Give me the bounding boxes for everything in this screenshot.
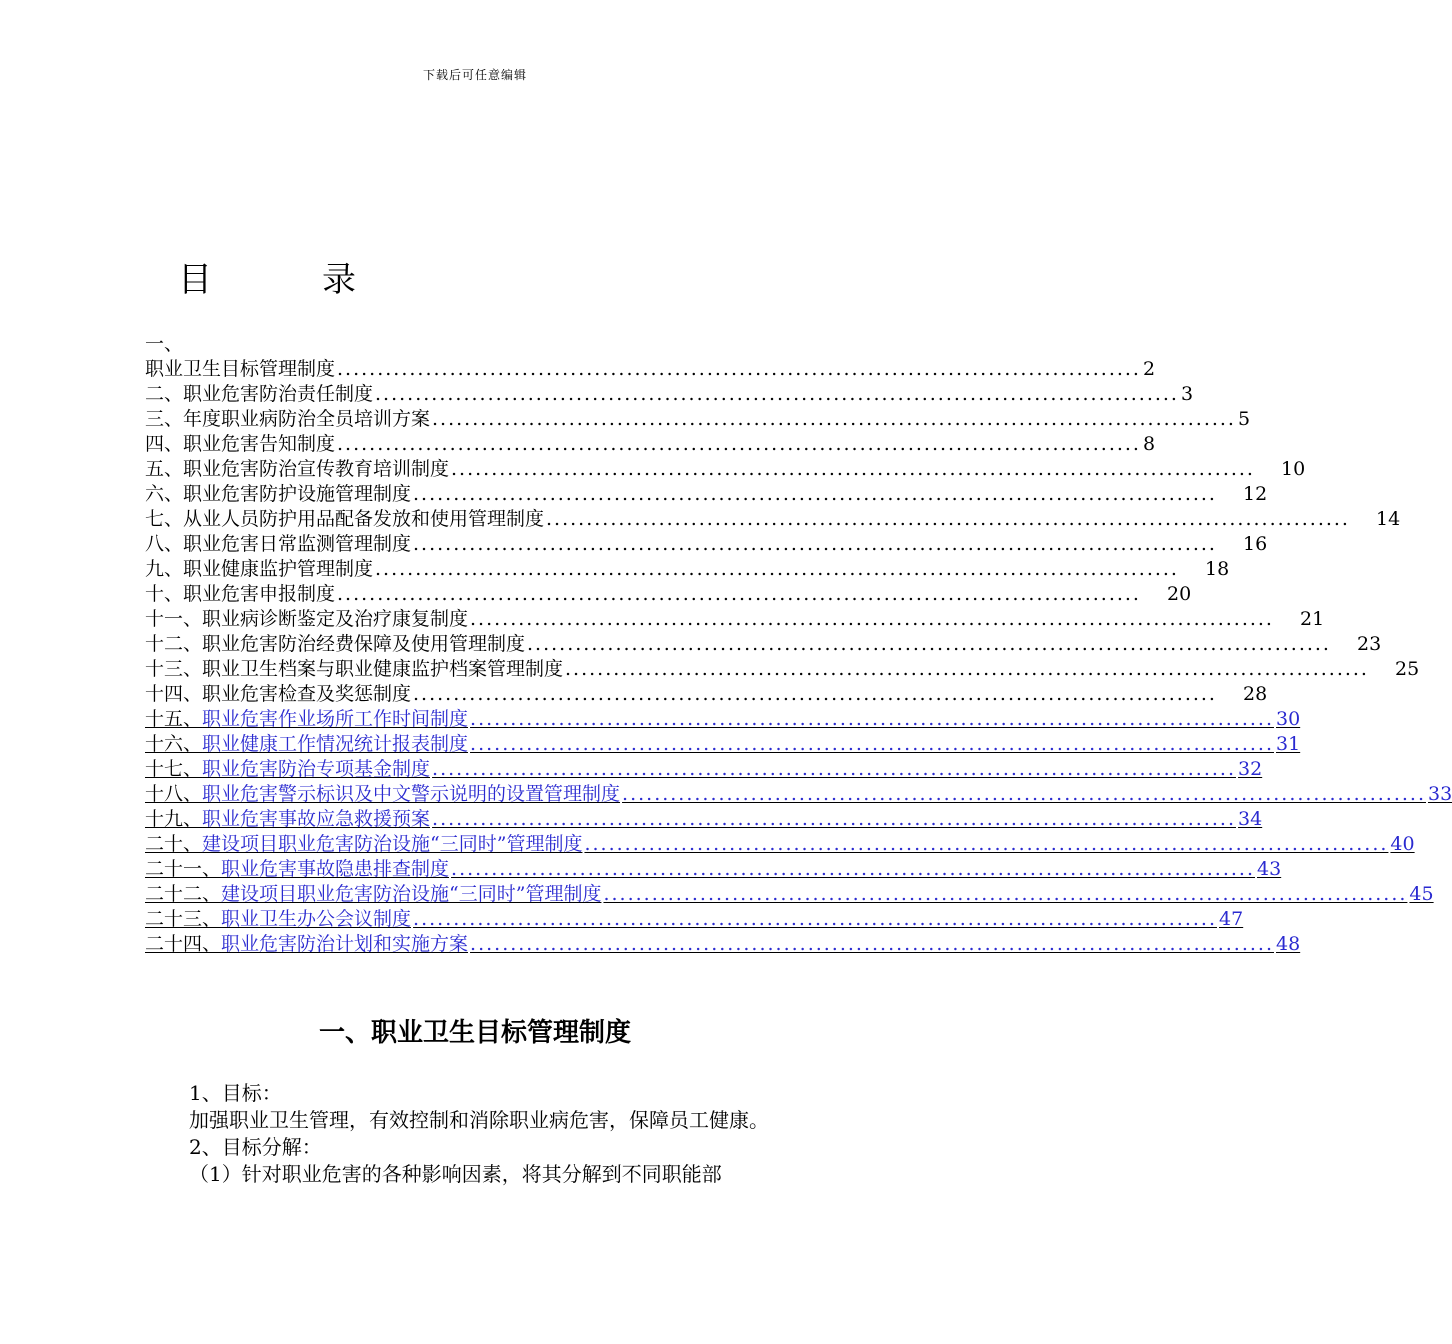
toc-entry-number: 十九、 (145, 808, 203, 830)
toc-entry-text: 十二、职业危害防治经费保障及使用管理制度 (145, 633, 526, 655)
toc-leader-dots: .................................................................................................... (413, 533, 1217, 555)
toc-leader-dots: .................................................................................................... (470, 933, 1274, 955)
toc-entry-title (145, 507, 544, 532)
toc-page-number[interactable]: 43 (1257, 858, 1282, 880)
toc-entry-title (145, 607, 468, 632)
toc-page-number: 20 (1166, 583, 1192, 605)
toc-entry-title (145, 832, 582, 857)
toc-leader-dots: .................................................................................................... (337, 358, 1141, 380)
toc-entry-title (145, 432, 335, 457)
toc-page-number: 5 (1237, 408, 1251, 430)
paragraph: （1）针对职业危害的各种影响因素，将其分解到不同职能部 (189, 1162, 722, 1186)
toc-entry-number: 十八、 (145, 783, 203, 805)
toc-title: 目 录 (178, 260, 394, 300)
toc-entry-number: 二十、 (145, 833, 203, 855)
toc-entry-title (145, 407, 430, 432)
toc-entry-text[interactable]: 职业危害警示标识及中文警示说明的设置管理制度 (202, 783, 621, 805)
toc-entry-title (145, 782, 620, 807)
toc-entry-text[interactable]: 建设项目职业危害防治设施“三同时”管理制度 (221, 883, 602, 905)
toc-entry-title (145, 907, 411, 932)
toc-entry[interactable] (145, 757, 1263, 782)
toc-entry (145, 357, 1156, 382)
toc-entry-title (145, 482, 411, 507)
toc-page-number[interactable]: 48 (1276, 933, 1301, 955)
toc-entry-text: 十三、职业卫生档案与职业健康监护档案管理制度 (145, 658, 564, 680)
toc-page-number[interactable]: 45 (1409, 883, 1434, 905)
toc-page-number[interactable]: 47 (1219, 908, 1244, 930)
toc-page-number[interactable]: 32 (1238, 758, 1263, 780)
toc-entry-title (145, 657, 563, 682)
table-of-contents (145, 332, 1452, 957)
toc-page-number[interactable]: 40 (1390, 833, 1415, 855)
toc-first-prefix: 一、 (145, 333, 184, 355)
toc-entry (145, 382, 1194, 407)
toc-entry-text[interactable]: 职业卫生办公会议制度 (221, 908, 412, 930)
toc-entry-text: 六、职业危害防护设施管理制度 (145, 483, 412, 505)
toc-page-number: 14 (1375, 508, 1401, 530)
toc-entry-text: 职业卫生目标管理制度 (145, 358, 336, 380)
toc-entry-number: 二十一、 (145, 858, 222, 880)
toc-leader-dots: .................................................................................................... (584, 833, 1389, 855)
toc-entry-text: 十四、职业危害检查及奖惩制度 (145, 683, 412, 705)
toc-entry-text: 二、职业危害防治责任制度 (145, 383, 374, 405)
toc-entry (145, 507, 1401, 532)
toc-entry[interactable] (145, 907, 1244, 932)
toc-entry-title (145, 457, 449, 482)
toc-page-number: 23 (1356, 633, 1382, 655)
toc-entry-title (145, 857, 449, 882)
toc-entry[interactable] (145, 707, 1301, 732)
toc-entry-title (145, 757, 430, 782)
toc-entry-text[interactable]: 职业危害防治专项基金制度 (202, 758, 431, 780)
toc-page-number: 10 (1280, 458, 1306, 480)
toc-entry[interactable] (145, 857, 1282, 882)
toc-leader-dots: .................................................................................................... (375, 383, 1179, 405)
toc-page-number: 3 (1180, 383, 1194, 405)
toc-page-number: 16 (1242, 533, 1268, 555)
toc-page-number[interactable]: 33 (1428, 783, 1452, 805)
toc-entry-title (145, 732, 468, 757)
toc-entry[interactable] (145, 782, 1452, 807)
toc-entry[interactable] (145, 832, 1415, 857)
toc-list (145, 357, 1452, 957)
toc-entry-text: 十一、职业病诊断鉴定及治疗康复制度 (145, 608, 469, 630)
toc-page-number[interactable]: 31 (1276, 733, 1301, 755)
toc-entry-title (145, 807, 430, 832)
toc-entry-text[interactable]: 职业危害事故应急救援预案 (202, 808, 431, 830)
toc-entry-title (145, 382, 373, 407)
toc-entry-text[interactable]: 建设项目职业危害防治设施“三同时”管理制度 (202, 833, 583, 855)
toc-leader-dots: .................................................................................................... (413, 908, 1217, 930)
toc-entry-number: 十五、 (145, 708, 203, 730)
toc-entry-title (145, 632, 525, 657)
toc-leader-dots: .................................................................................................... (470, 733, 1274, 755)
paragraph: 2、目标分解： (189, 1135, 322, 1159)
toc-leader-dots: .................................................................................................... (622, 783, 1426, 805)
toc-entry-number: 二十二、 (145, 883, 222, 905)
toc-leader-dots: .................................................................................................... (413, 483, 1217, 505)
toc-entry (145, 457, 1306, 482)
toc-leader-dots: .................................................................................................... (470, 708, 1274, 730)
toc-entry (145, 557, 1230, 582)
toc-page-number: 2 (1142, 358, 1156, 380)
toc-leader-dots: .................................................................................................... (432, 758, 1236, 780)
toc-leader-dots: .................................................................................................... (432, 808, 1236, 830)
toc-leader-dots: .................................................................................................... (413, 683, 1217, 705)
toc-entry-title (145, 707, 468, 732)
toc-leader-dots: .................................................................................................... (451, 458, 1255, 480)
toc-entry-text[interactable]: 职业危害作业场所工作时间制度 (202, 708, 469, 730)
toc-entry-text[interactable]: 职业健康工作情况统计报表制度 (202, 733, 469, 755)
toc-entry-text: 九、职业健康监护管理制度 (145, 558, 374, 580)
toc-leader-dots: .................................................................................................... (375, 558, 1179, 580)
toc-entry (145, 657, 1420, 682)
toc-entry-text: 四、职业危害告知制度 (145, 433, 336, 455)
toc-page-number: 28 (1242, 683, 1268, 705)
toc-entry (145, 632, 1382, 657)
toc-entry[interactable] (145, 882, 1434, 907)
toc-entry (145, 532, 1268, 557)
toc-entry-number: 二十三、 (145, 908, 222, 930)
toc-entry-number: 十七、 (145, 758, 203, 780)
toc-leader-dots: .................................................................................................... (527, 633, 1331, 655)
section-heading: 一、职业卫生目标管理制度 (318, 1018, 631, 1048)
toc-entry-text: 七、从业人员防护用品配备发放和使用管理制度 (145, 508, 545, 530)
toc-entry-title (145, 882, 601, 907)
toc-entry-title (145, 932, 468, 957)
toc-page-number: 12 (1242, 483, 1268, 505)
toc-entry-text: 八、职业危害日常监测管理制度 (145, 533, 412, 555)
toc-page-number: 21 (1299, 608, 1325, 630)
toc-entry (145, 682, 1268, 707)
toc-entry-text: 三、年度职业病防治全员培训方案 (145, 408, 431, 430)
toc-page-number[interactable]: 30 (1276, 708, 1301, 730)
toc-entry (145, 482, 1268, 507)
toc-leader-dots: .................................................................................................... (565, 658, 1369, 680)
page-header: 下载后可任意编辑 (422, 68, 527, 82)
paragraph: 1、目标： (189, 1081, 282, 1105)
toc-entry (145, 582, 1192, 607)
toc-entry-number: 十六、 (145, 733, 203, 755)
toc-entry-text[interactable]: 职业危害防治计划和实施方案 (221, 933, 469, 955)
toc-page-number: 18 (1204, 558, 1230, 580)
toc-leader-dots: .................................................................................................... (470, 608, 1274, 630)
toc-entry-title (145, 532, 411, 557)
toc-entry-number: 二十四、 (145, 933, 222, 955)
toc-leader-dots: .................................................................................................... (603, 883, 1408, 905)
toc-leader-dots: .................................................................................................... (337, 433, 1141, 455)
toc-entry-title (145, 357, 335, 382)
toc-leader-dots: .................................................................................................... (432, 408, 1236, 430)
toc-entry-text: 十、职业危害申报制度 (145, 583, 336, 605)
toc-entry (145, 407, 1251, 432)
toc-entry[interactable] (145, 932, 1301, 957)
toc-entry (145, 607, 1325, 632)
toc-page-number[interactable]: 34 (1238, 808, 1263, 830)
toc-entry-text[interactable]: 职业危害事故隐患排查制度 (221, 858, 450, 880)
section-body (145, 1080, 785, 1188)
toc-entry[interactable] (145, 807, 1263, 832)
toc-entry-text: 五、职业危害防治宣传教育培训制度 (145, 458, 450, 480)
toc-entry-title (145, 557, 373, 582)
toc-entry-title (145, 582, 335, 607)
toc-leader-dots: .................................................................................................... (337, 583, 1141, 605)
toc-leader-dots: .................................................................................................... (451, 858, 1255, 880)
toc-entry-title (145, 682, 411, 707)
toc-page-number: 25 (1394, 658, 1420, 680)
toc-page-number: 8 (1142, 433, 1156, 455)
toc-leader-dots: .................................................................................................... (546, 508, 1350, 530)
toc-entry[interactable] (145, 732, 1301, 757)
toc-entry (145, 432, 1156, 457)
paragraph: 加强职业卫生管理，有效控制和消除职业病危害，保障员工健康。 (189, 1108, 769, 1132)
